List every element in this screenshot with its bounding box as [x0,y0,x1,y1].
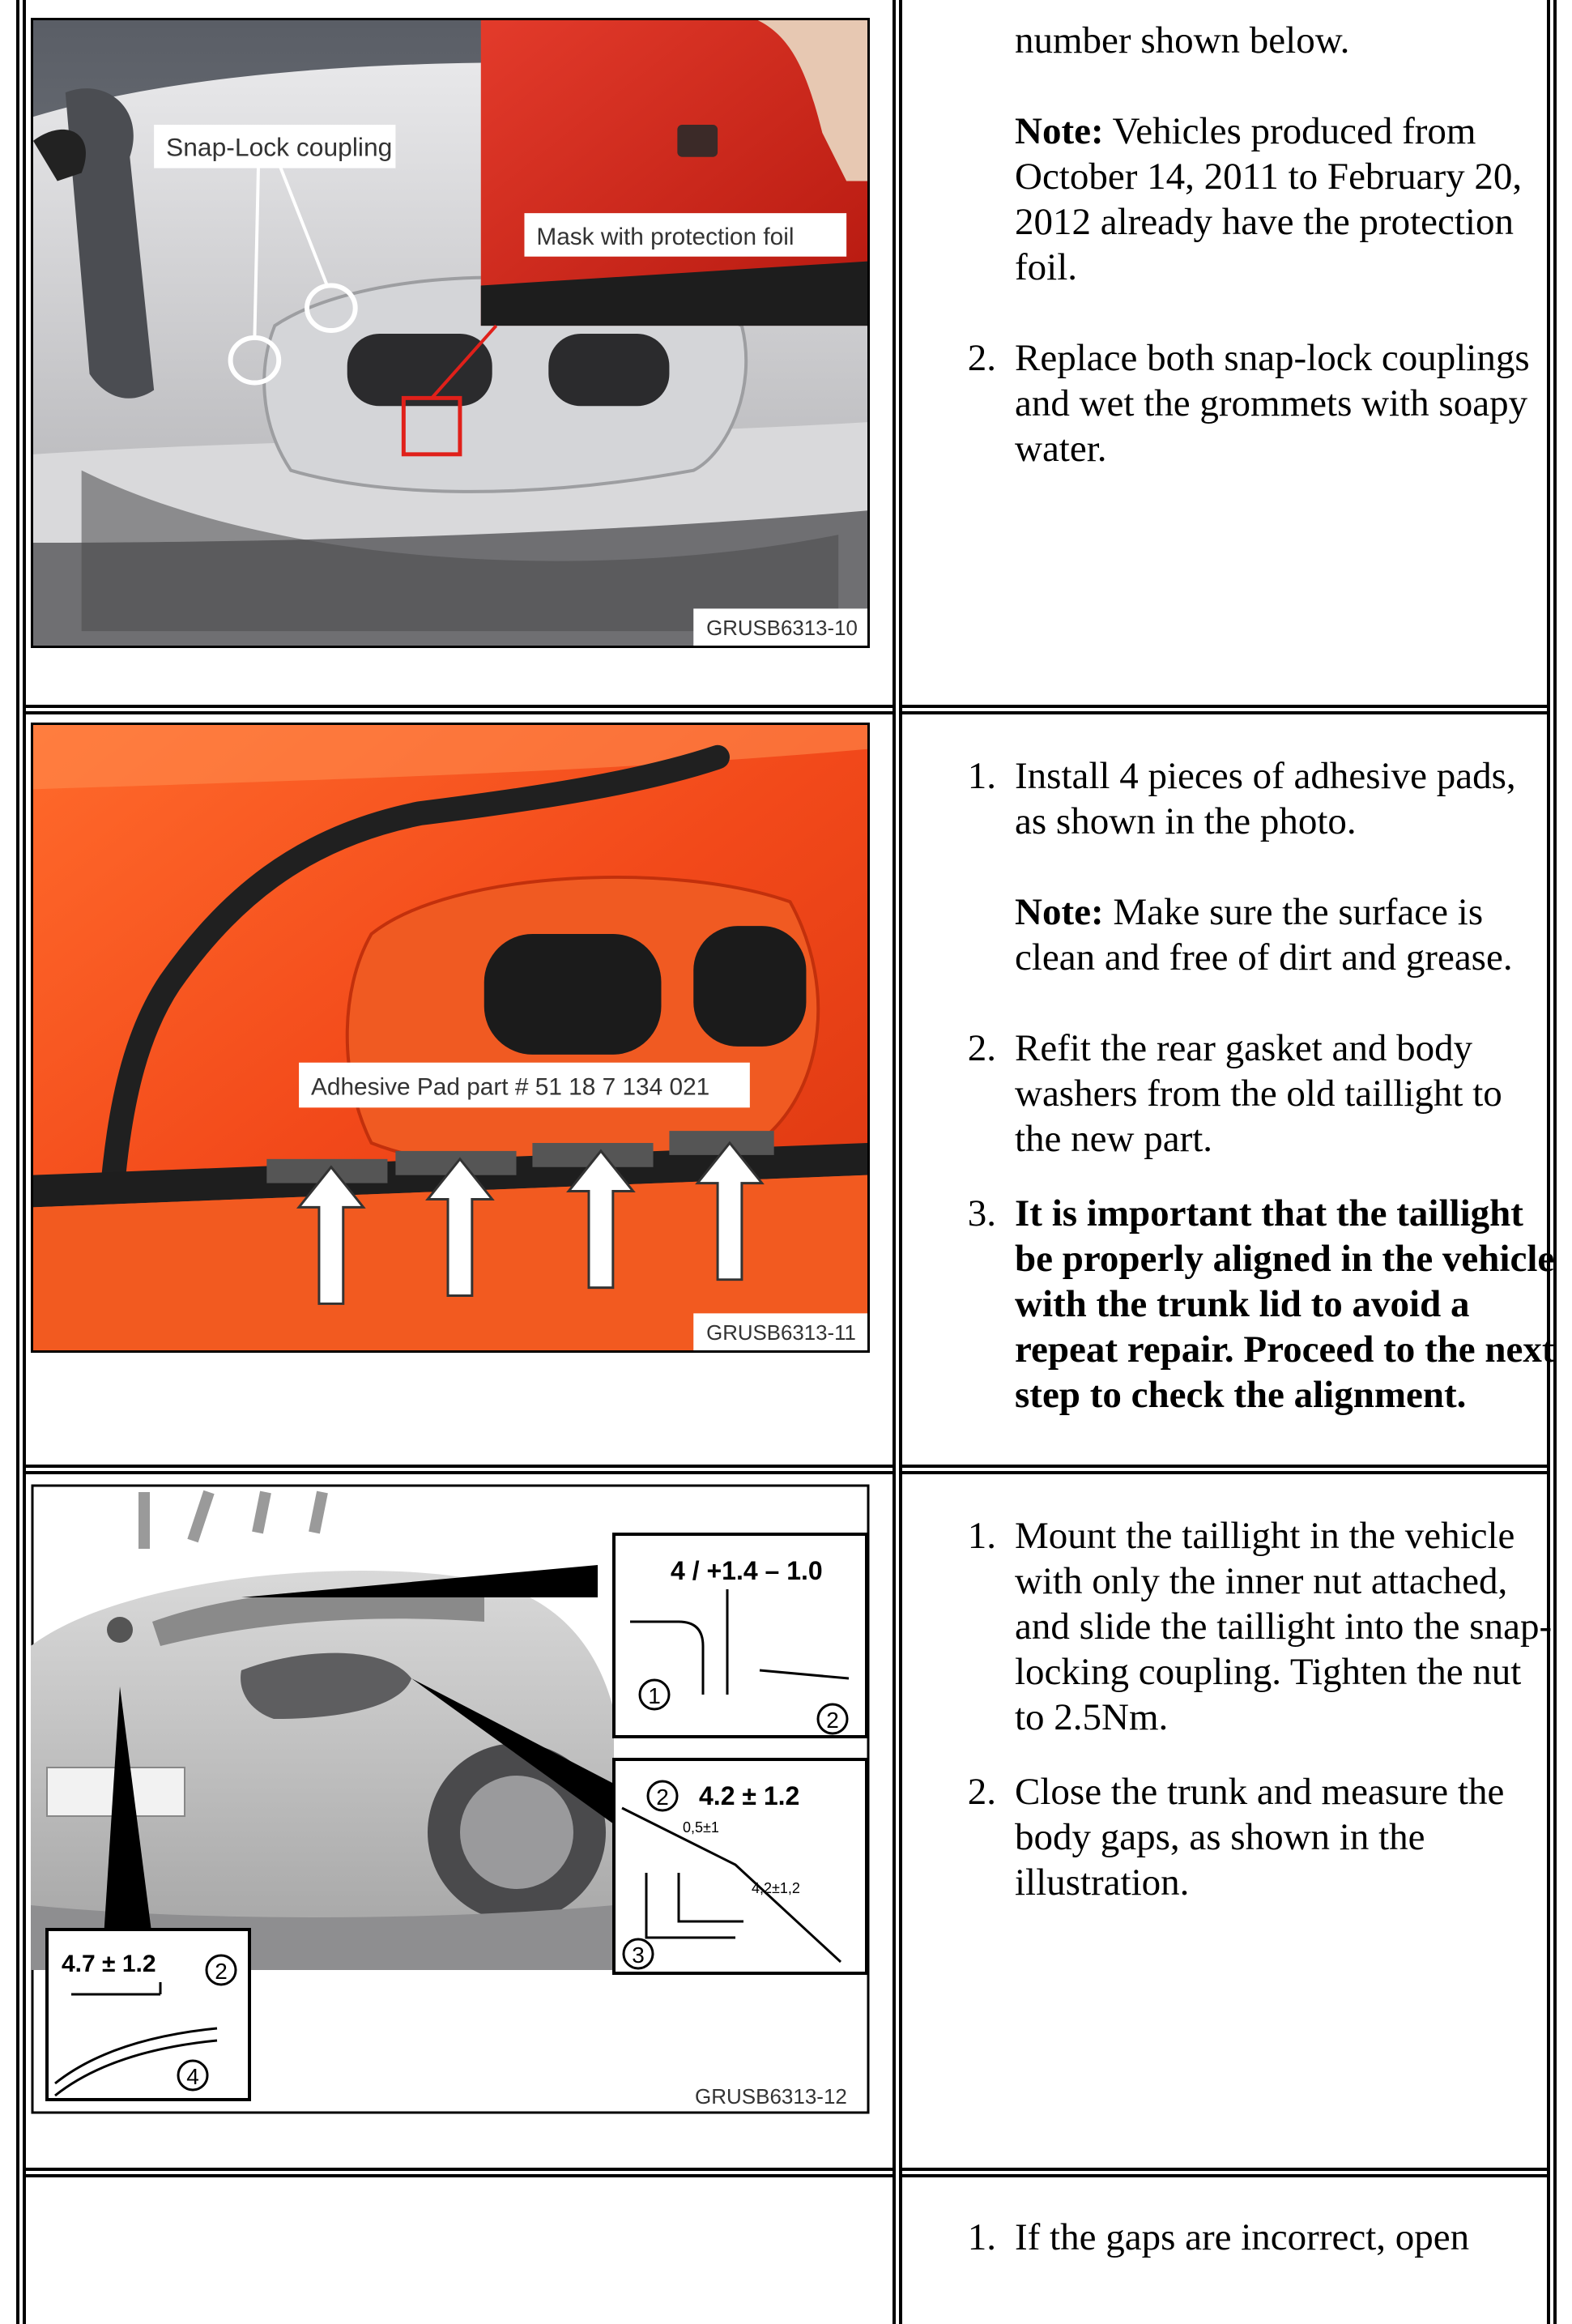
row2-step [952,1026,1555,1162]
table-divider-right [899,0,902,2324]
step-text: Refit the rear gasket and body washers from the old taillight to the new part. [1015,1027,1502,1160]
row3-bottom-border-right [902,2168,1550,2171]
row3-step [952,1513,1555,1740]
row2-steps-b [952,1026,1555,1418]
row3-step [952,1769,1555,1905]
gap-top-label: 4 / +1.4 – 1.0 [671,1556,823,1585]
body-gap-illustration-graphic [31,1484,870,2114]
row2-bottom-border-right [902,1465,1550,1468]
row3-bottom-border-left [23,2168,896,2171]
gap-mid-label: 4.2 ± 1.2 [699,1781,800,1810]
row1-note-text: Vehicles produced from October 14, 2011 to February 20, 2012 already have the protection foil. [1015,110,1523,288]
row3-top-border-left [23,1471,896,1474]
marker-1: 1 [648,1683,661,1708]
row2-top-border-right [902,711,1550,714]
step-number: 3. [967,1192,996,1234]
marker-2: 2 [826,1708,839,1733]
row2-steps-a [952,753,1555,844]
row2-top-border-left [23,711,896,714]
adhesive-pad-photo [31,723,870,1353]
marker-3: 3 [632,1942,645,1968]
image-caption: GRUSB6313-11 [706,1322,856,1345]
table-border-left-inner [23,0,26,2324]
row2-step [952,753,1555,844]
marker-2b: 2 [656,1785,669,1810]
callout-adhesive-pad: Adhesive Pad part # 51 18 7 134 021 [311,1073,710,1101]
step-text: Close the trunk and measure the body gaps, as shown in the illustration. [1015,1771,1505,1904]
row1-text-cell [952,18,1555,471]
marker-2c: 2 [215,1959,228,1984]
row2-note-label: Note: [1015,891,1104,933]
image-caption: GRUSB6313-10 [706,617,858,641]
step-number: 2. [967,1771,996,1813]
row4-steps [952,2215,1555,2260]
row2-note [1015,889,1555,980]
row3-top-border-right [902,1471,1550,1474]
gap-left-label: 4.7 ± 1.2 [62,1951,156,1977]
marker-4: 4 [186,2064,199,2089]
snap-lock-coupling-photo [31,18,870,648]
row1-note-label: Note: [1015,110,1104,152]
step-number: 2. [967,337,996,379]
callout-mask-protection-foil: Mask with protection foil [536,223,795,250]
row4-text-cell [952,2215,1555,2260]
row4-step [952,2215,1555,2260]
row4-top-border-right [902,2174,1550,2177]
table-border-left-outer [16,0,19,2324]
row2-bottom-border-left [23,1465,896,1468]
snap-lock-coupling-photo-graphic [33,20,867,646]
row3-text-cell [952,1513,1555,1905]
row1-step [952,335,1555,471]
adhesive-pad-photo-graphic [33,725,867,1350]
step-number: 1. [967,755,996,797]
row1-lead-text: number shown below. [1015,19,1350,62]
row2-text-cell [952,753,1555,1418]
step-text: It is important that the taillight be properly aligned in the vehicle with the trunk lid to avoid a repeat repair. Proceed to the next step to check the alignment. [1015,1192,1555,1416]
body-gap-illustration [31,1484,870,2114]
row4-top-border-left [23,2174,896,2177]
step-text: Mount the taillight in the vehicle with only the inner nut attached, and slide the taillight into the snap-locking coupling. Tighten the nut to 2.5Nm. [1015,1515,1553,1738]
step-number: 1. [967,1515,996,1557]
row1-bottom-border-left [23,705,896,708]
row3-steps [952,1513,1555,1905]
step-text: If the gaps are incorrect, open [1015,2216,1470,2258]
step-number: 1. [967,2216,996,2258]
row1-note [1015,109,1555,290]
gap-mid-small-2: 4,2±1,2 [752,1880,800,1896]
callout-snap-lock-coupling: Snap-Lock coupling [166,132,393,162]
step-text: Install 4 pieces of adhesive pads, as shown in the photo. [1015,755,1516,842]
row2-note-text: Make sure the surface is clean and free of dirt and grease. [1015,891,1513,979]
table-divider-left [893,0,896,2324]
row1-steps [952,335,1555,471]
step-text: Replace both snap-lock couplings and wet the grommets with soapy water. [1015,337,1530,470]
gap-mid-small-1: 0,5±1 [683,1819,719,1836]
step-number: 2. [967,1027,996,1069]
row2-step-important [952,1191,1555,1418]
image-caption: GRUSB6313-12 [695,2084,847,2109]
row1-bottom-border-right [902,705,1550,708]
